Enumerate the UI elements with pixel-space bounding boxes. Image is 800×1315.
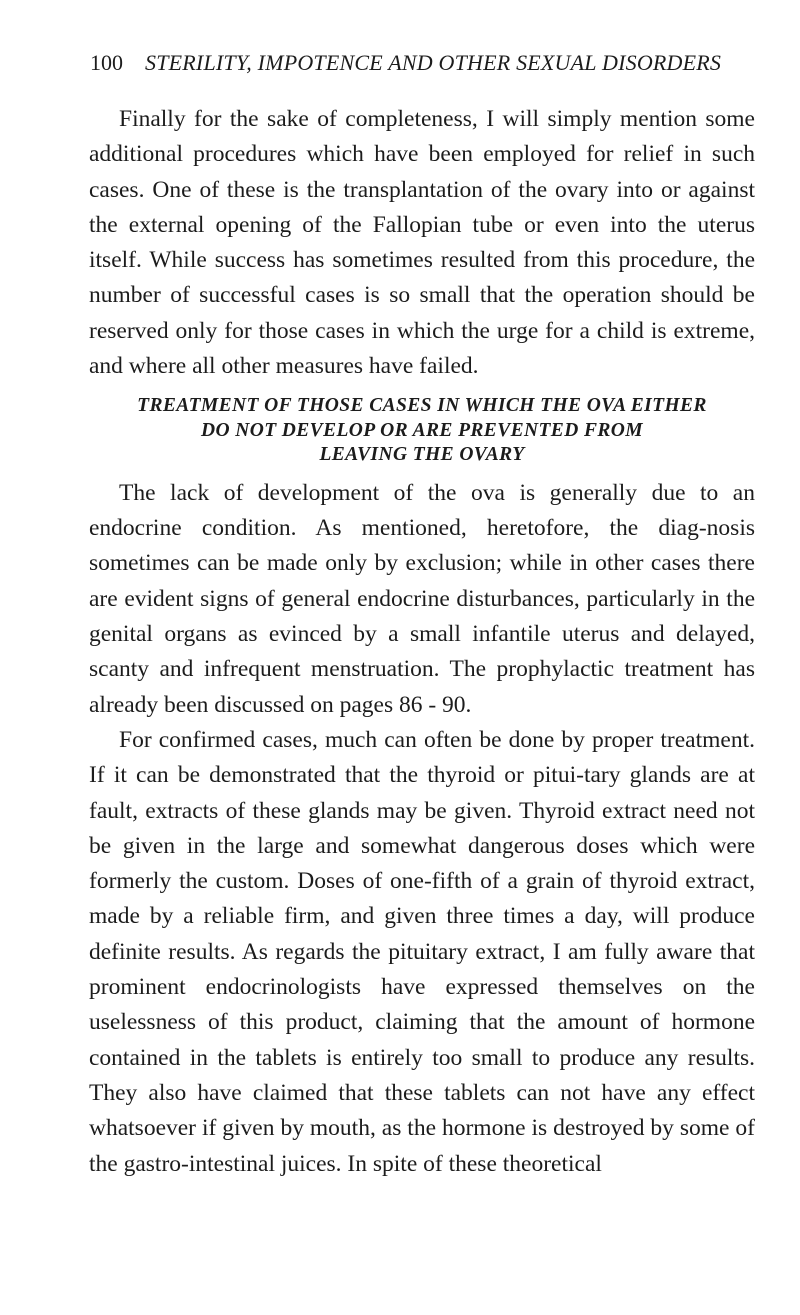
section-heading-line: LEAVING THE OVARY [319,444,525,466]
paragraph-completeness: Finally for the sake of completeness, I will simply mention some additional procedures which have been employed for relief in such cases. One of these is the transplantation of the ovary into or against the external opening of the Fallopian tube or even into the uterus itself. While success has sometimes resulted from this procedure, the number of successful cases is so small that the operation should be reserved only for those cases in which the urge for a child is extreme, and where all other measures have failed. [89,106,755,380]
page-number: 100 [90,50,123,75]
section-heading-line: DO NOT DEVELOP OR ARE PREVENTED FROM [200,419,643,441]
section-heading [89,394,755,468]
page-header [90,50,770,76]
paragraph-endocrine: The lack of development of the ova is generally due to an endocrine condition. As mentioned, heretofore, the diag-nosis sometimes can be made only by exclusion; while in other cases there are evident signs of general endocrine disturbances, particularly in the genital organs as evinced by a small infantile uterus and delayed, scanty and infrequent menstruation. The prophylactic treatment has already been discussed on pages 86 - 90. [89,479,755,718]
running-title: STERILITY, IMPOTENCE AND OTHER SEXUAL DISORDERS [145,50,722,75]
section-heading-line: TREATMENT OF THOSE CASES IN WHICH THE OVA EITHER [137,395,707,417]
body-text [89,102,755,1182]
paragraph-confirmed-cases: For confirmed cases, much can often be done by proper treatment. If it can be demonstrated that the thyroid or pitui-tary glands are at fault, extracts of these glands may be given. Thyroid extract need not be given in the large and somewhat dangerous doses which were formerly the custom. Doses of one-fifth of a grain of thyroid extract, made by a reliable firm, and given three times a day, will produce definite results. As regards the pituitary extract, I am fully aware that prominent endocrinologists have expressed themselves on the uselessness of this product, claiming that the amount of hormone contained in the tablets is entirely too small to produce any results. They also have claimed that these tablets can not have any effect whatsoever if given by mouth, as the hormone is destroyed by some of the gastro-intestinal juices. In spite of these theoretical [89,726,755,1177]
